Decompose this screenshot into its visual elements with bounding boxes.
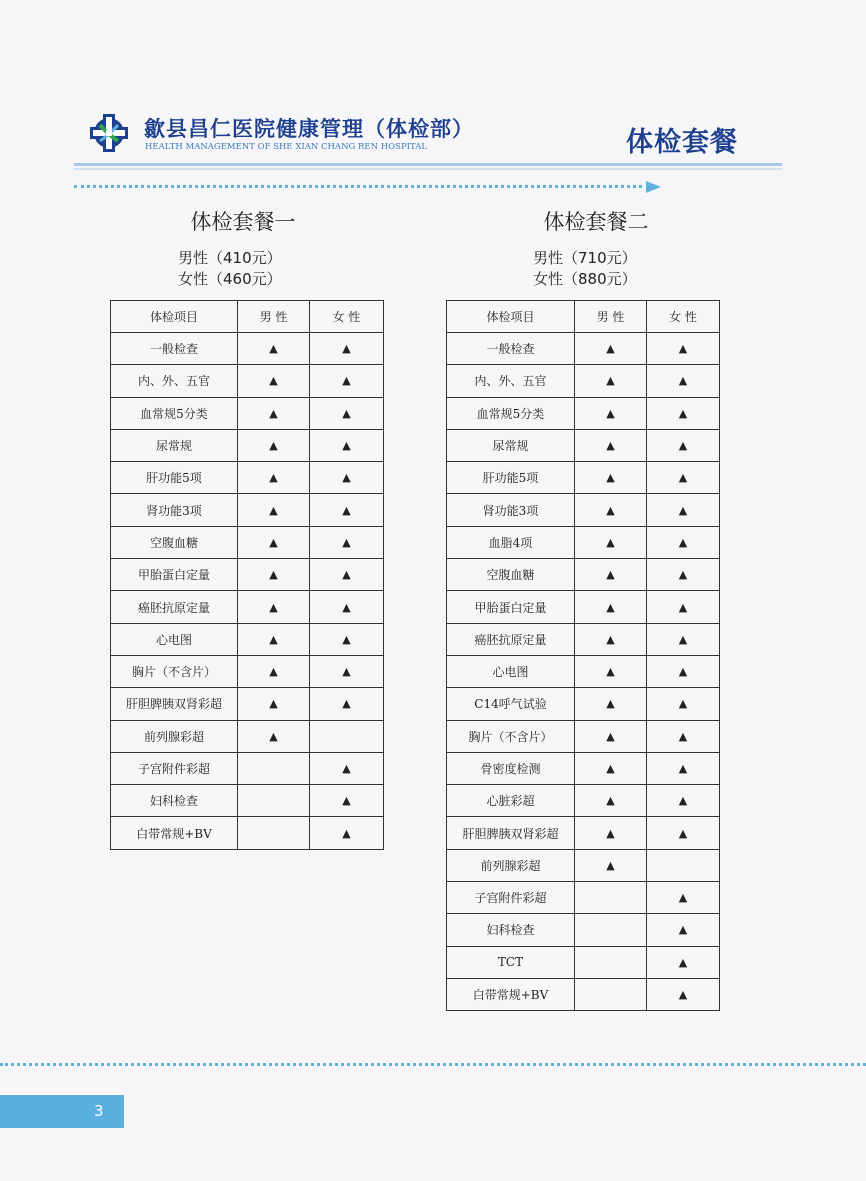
table-row	[111, 365, 384, 397]
exam-item-cell: 妇科检查	[111, 785, 238, 817]
exam-item-cell: 空腹血糖	[111, 526, 238, 558]
table-row	[447, 978, 720, 1010]
female-included-cell: ▲	[647, 494, 720, 526]
table-row	[111, 462, 384, 494]
package2-title: 体检套餐二	[543, 210, 649, 234]
table-row	[111, 591, 384, 623]
female-included-cell: ▲	[647, 978, 720, 1010]
female-included-cell: ▲	[310, 526, 384, 558]
exam-item-cell: 子宫附件彩超	[447, 882, 575, 914]
female-included-cell: ▲	[310, 688, 384, 720]
exam-item-cell: 白带常规+BV	[111, 817, 238, 849]
table-row	[447, 623, 720, 655]
exam-item-cell: 尿常规	[447, 429, 575, 461]
male-included-cell: ▲	[238, 591, 310, 623]
exam-item-cell: 肝功能5项	[447, 462, 575, 494]
exam-item-cell: C14呼气试验	[447, 688, 575, 720]
table-row	[447, 849, 720, 881]
table-row	[447, 462, 720, 494]
table-row	[447, 365, 720, 397]
female-included-cell: ▲	[647, 914, 720, 946]
exam-item-cell: 前列腺彩超	[111, 720, 238, 752]
male-included-cell: ▲	[238, 333, 310, 365]
female-included-cell: ▲	[647, 623, 720, 655]
female-included-cell: ▲	[310, 365, 384, 397]
table-row	[447, 688, 720, 720]
table-row	[111, 526, 384, 558]
male-included-cell	[238, 785, 310, 817]
female-included-cell: ▲	[647, 785, 720, 817]
male-included-cell: ▲	[238, 462, 310, 494]
table-row	[447, 882, 720, 914]
package2-female-price: 女性（880元）	[533, 270, 637, 288]
exam-item-cell: 心电图	[111, 623, 238, 655]
table-header-row	[447, 301, 720, 333]
female-included-cell: ▲	[647, 688, 720, 720]
exam-item-cell: 心电图	[447, 655, 575, 687]
female-included-cell: ▲	[310, 623, 384, 655]
table-row	[447, 946, 720, 978]
exam-item-cell: 甲胎蛋白定量	[111, 559, 238, 591]
male-included-cell: ▲	[575, 785, 647, 817]
exam-item-cell: 白带常规+BV	[447, 978, 575, 1010]
male-included-cell: ▲	[575, 817, 647, 849]
male-included-cell: ▲	[575, 688, 647, 720]
male-included-cell: ▲	[575, 429, 647, 461]
exam-item-cell: 内、外、五官	[111, 365, 238, 397]
exam-item-cell: 心脏彩超	[447, 785, 575, 817]
female-included-cell: ▲	[647, 365, 720, 397]
column-header: 体检项目	[447, 301, 575, 333]
column-header: 男 性	[575, 301, 647, 333]
table-row	[111, 623, 384, 655]
table-row	[447, 333, 720, 365]
hospital-name-en: HEALTH MANAGEMENT OF SHE XIAN CHANG REN HOSPITAL	[145, 142, 428, 152]
male-included-cell	[575, 882, 647, 914]
table-row	[111, 429, 384, 461]
table-row	[447, 817, 720, 849]
exam-item-cell: 内、外、五官	[447, 365, 575, 397]
header-divider-secondary	[74, 168, 782, 170]
female-included-cell	[647, 849, 720, 881]
package1-male-price: 男性（410元）	[178, 249, 282, 267]
table-row	[111, 397, 384, 429]
male-included-cell: ▲	[575, 559, 647, 591]
male-included-cell: ▲	[238, 655, 310, 687]
female-included-cell: ▲	[647, 720, 720, 752]
header-divider	[74, 163, 782, 166]
exam-item-cell: 癌胚抗原定量	[111, 591, 238, 623]
table-row	[111, 720, 384, 752]
male-included-cell: ▲	[238, 720, 310, 752]
male-included-cell: ▲	[238, 365, 310, 397]
table-row	[447, 494, 720, 526]
female-included-cell: ▲	[310, 752, 384, 784]
exam-item-cell: 尿常规	[111, 429, 238, 461]
exam-item-cell: 血常规5分类	[111, 397, 238, 429]
female-included-cell: ▲	[647, 752, 720, 784]
male-included-cell: ▲	[238, 397, 310, 429]
table-row	[111, 785, 384, 817]
female-included-cell: ▲	[310, 333, 384, 365]
table-row	[447, 655, 720, 687]
female-included-cell: ▲	[310, 591, 384, 623]
male-included-cell: ▲	[575, 655, 647, 687]
female-included-cell: ▲	[647, 462, 720, 494]
table-row	[447, 785, 720, 817]
male-included-cell: ▲	[575, 494, 647, 526]
male-included-cell: ▲	[238, 559, 310, 591]
female-included-cell: ▲	[647, 333, 720, 365]
column-header: 女 性	[647, 301, 720, 333]
female-included-cell: ▲	[310, 494, 384, 526]
package1-title: 体检套餐一	[190, 210, 296, 234]
female-included-cell: ▲	[310, 559, 384, 591]
male-included-cell: ▲	[575, 720, 647, 752]
exam-item-cell: 一般检查	[447, 333, 575, 365]
male-included-cell	[575, 914, 647, 946]
male-included-cell: ▲	[238, 623, 310, 655]
table-row	[111, 688, 384, 720]
exam-item-cell: 前列腺彩超	[447, 849, 575, 881]
male-included-cell	[575, 978, 647, 1010]
male-included-cell: ▲	[575, 397, 647, 429]
male-included-cell	[238, 817, 310, 849]
female-included-cell: ▲	[310, 655, 384, 687]
table-row	[111, 655, 384, 687]
female-included-cell: ▲	[310, 397, 384, 429]
female-included-cell: ▲	[647, 882, 720, 914]
exam-item-cell: 子宫附件彩超	[111, 752, 238, 784]
table-row	[447, 591, 720, 623]
exam-item-cell: 肾功能3项	[447, 494, 575, 526]
female-included-cell: ▲	[647, 526, 720, 558]
exam-item-cell: 血脂4项	[447, 526, 575, 558]
exam-item-cell: TCT	[447, 946, 575, 978]
exam-item-cell: 血常规5分类	[447, 397, 575, 429]
male-included-cell: ▲	[575, 365, 647, 397]
table-row	[447, 429, 720, 461]
male-included-cell: ▲	[238, 429, 310, 461]
hospital-cross-logo-icon	[86, 112, 132, 154]
table-row	[111, 494, 384, 526]
table-header-row	[111, 301, 384, 333]
male-included-cell: ▲	[575, 591, 647, 623]
table-row	[447, 720, 720, 752]
table-row	[447, 914, 720, 946]
package1-female-price: 女性（460元）	[178, 270, 282, 288]
male-included-cell	[575, 946, 647, 978]
table-row	[447, 397, 720, 429]
female-included-cell: ▲	[310, 429, 384, 461]
exam-item-cell: 肝功能5项	[111, 462, 238, 494]
column-header: 体检项目	[111, 301, 238, 333]
exam-item-cell: 肝胆脾胰双肾彩超	[111, 688, 238, 720]
female-included-cell	[310, 720, 384, 752]
dotted-divider	[74, 185, 649, 188]
column-header: 女 性	[310, 301, 384, 333]
female-included-cell: ▲	[647, 429, 720, 461]
female-included-cell: ▲	[310, 817, 384, 849]
female-included-cell: ▲	[647, 397, 720, 429]
male-included-cell: ▲	[575, 752, 647, 784]
package2-table	[446, 300, 720, 1011]
package1-table	[110, 300, 384, 850]
female-included-cell: ▲	[647, 655, 720, 687]
exam-item-cell: 甲胎蛋白定量	[447, 591, 575, 623]
exam-item-cell: 骨密度检测	[447, 752, 575, 784]
table-row	[111, 333, 384, 365]
package2-male-price: 男性（710元）	[533, 249, 637, 267]
female-included-cell: ▲	[310, 785, 384, 817]
male-included-cell: ▲	[575, 526, 647, 558]
table-row	[111, 752, 384, 784]
exam-item-cell: 胸片（不含片）	[447, 720, 575, 752]
male-included-cell: ▲	[575, 462, 647, 494]
exam-item-cell: 一般检查	[111, 333, 238, 365]
table-row	[111, 559, 384, 591]
column-header: 男 性	[238, 301, 310, 333]
male-included-cell: ▲	[238, 494, 310, 526]
footer-dotted-divider	[0, 1063, 866, 1066]
page-number-tab	[0, 1095, 124, 1128]
table-row	[111, 817, 384, 849]
exam-item-cell: 妇科检查	[447, 914, 575, 946]
exam-item-cell: 空腹血糖	[447, 559, 575, 591]
male-included-cell: ▲	[238, 526, 310, 558]
exam-item-cell: 胸片（不含片）	[111, 655, 238, 687]
male-included-cell: ▲	[238, 688, 310, 720]
female-included-cell: ▲	[647, 946, 720, 978]
exam-item-cell: 肾功能3项	[111, 494, 238, 526]
page-title: 体检套餐	[626, 127, 738, 158]
exam-item-cell: 癌胚抗原定量	[447, 623, 575, 655]
table-row	[447, 559, 720, 591]
table-row	[447, 526, 720, 558]
female-included-cell: ▲	[647, 817, 720, 849]
female-included-cell: ▲	[647, 591, 720, 623]
male-included-cell	[238, 752, 310, 784]
female-included-cell: ▲	[647, 559, 720, 591]
male-included-cell: ▲	[575, 333, 647, 365]
arrow-right-icon	[646, 181, 661, 193]
table-row	[447, 752, 720, 784]
page-number: 3	[94, 1102, 104, 1120]
hospital-name-cn: 歙县昌仁医院健康管理（体检部）	[144, 117, 474, 141]
male-included-cell: ▲	[575, 849, 647, 881]
female-included-cell: ▲	[310, 462, 384, 494]
male-included-cell: ▲	[575, 623, 647, 655]
exam-item-cell: 肝胆脾胰双肾彩超	[447, 817, 575, 849]
